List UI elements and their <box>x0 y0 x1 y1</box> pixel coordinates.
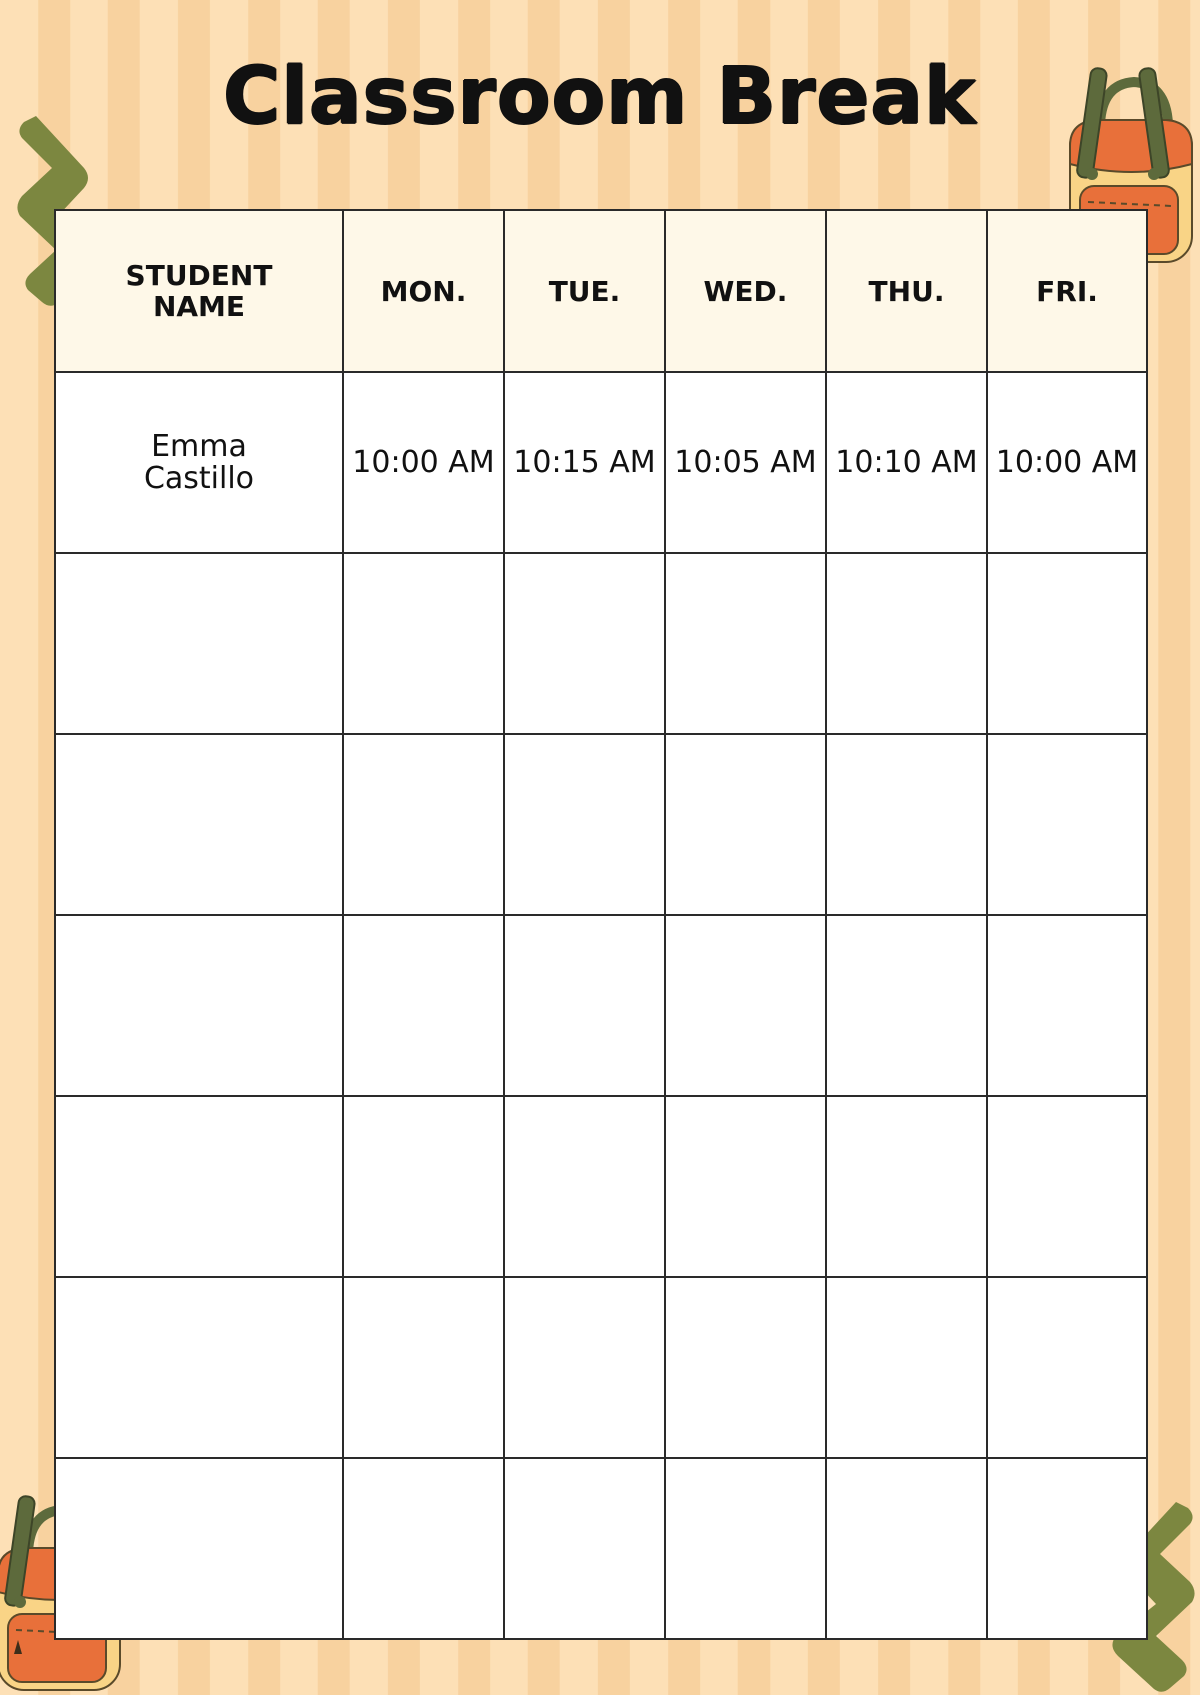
header-row <box>55 210 1147 372</box>
break-time-thu[interactable]: 10:10 AM <box>826 372 987 553</box>
break-time-thu[interactable] <box>826 915 987 1096</box>
student-last-name: Castillo <box>143 460 255 496</box>
header-name-line: NAME <box>152 290 246 323</box>
student-name-cell[interactable] <box>55 1277 343 1458</box>
break-time-mon[interactable] <box>343 1096 504 1277</box>
break-time-fri[interactable] <box>987 1277 1147 1458</box>
table-row <box>55 372 1147 553</box>
break-time-thu[interactable] <box>826 553 987 734</box>
table-row <box>55 1277 1147 1458</box>
table-row <box>55 1096 1147 1277</box>
break-time-mon[interactable] <box>343 553 504 734</box>
break-time-mon[interactable] <box>343 734 504 915</box>
table-row <box>55 553 1147 734</box>
header-mon: MON. <box>343 210 504 372</box>
break-time-wed[interactable] <box>665 553 826 734</box>
break-time-thu[interactable] <box>826 1096 987 1277</box>
break-time-wed[interactable] <box>665 1096 826 1277</box>
break-schedule-table <box>54 209 1148 1640</box>
header-student-name <box>55 210 343 372</box>
break-time-wed[interactable] <box>665 734 826 915</box>
break-time-fri[interactable] <box>987 915 1147 1096</box>
table-row <box>55 734 1147 915</box>
break-time-tue[interactable] <box>504 1096 665 1277</box>
student-first-name: Emma <box>151 428 247 464</box>
header-fri: FRI. <box>987 210 1147 372</box>
student-name-cell[interactable] <box>55 1458 343 1639</box>
header-thu: THU. <box>826 210 987 372</box>
break-time-tue[interactable] <box>504 915 665 1096</box>
break-time-mon[interactable] <box>343 915 504 1096</box>
break-time-thu[interactable] <box>826 734 987 915</box>
break-time-wed[interactable] <box>665 1458 826 1639</box>
break-time-wed[interactable] <box>665 915 826 1096</box>
break-time-fri[interactable] <box>987 1096 1147 1277</box>
break-time-thu[interactable] <box>826 1458 987 1639</box>
break-time-mon[interactable]: 10:00 AM <box>343 372 504 553</box>
break-time-tue[interactable] <box>504 1277 665 1458</box>
student-name-cell[interactable] <box>55 734 343 915</box>
page-title: Classroom Break <box>223 52 977 142</box>
break-time-tue[interactable] <box>504 553 665 734</box>
student-name-cell[interactable] <box>55 553 343 734</box>
break-time-tue[interactable] <box>504 1458 665 1639</box>
header-tue: TUE. <box>504 210 665 372</box>
break-time-tue[interactable]: 10:15 AM <box>504 372 665 553</box>
table-row <box>55 915 1147 1096</box>
break-time-fri[interactable] <box>987 734 1147 915</box>
break-time-thu[interactable] <box>826 1277 987 1458</box>
student-name-cell[interactable] <box>55 372 343 553</box>
break-time-fri[interactable] <box>987 1458 1147 1639</box>
header-student-line: STUDENT <box>125 259 273 292</box>
header-wed: WED. <box>665 210 826 372</box>
break-time-wed[interactable] <box>665 1277 826 1458</box>
break-time-mon[interactable] <box>343 1458 504 1639</box>
table-row <box>55 1458 1147 1639</box>
break-time-wed[interactable]: 10:05 AM <box>665 372 826 553</box>
student-name-cell[interactable] <box>55 1096 343 1277</box>
student-name-cell[interactable] <box>55 915 343 1096</box>
break-time-tue[interactable] <box>504 734 665 915</box>
break-time-fri[interactable]: 10:00 AM <box>987 372 1147 553</box>
break-time-mon[interactable] <box>343 1277 504 1458</box>
break-time-fri[interactable] <box>987 553 1147 734</box>
